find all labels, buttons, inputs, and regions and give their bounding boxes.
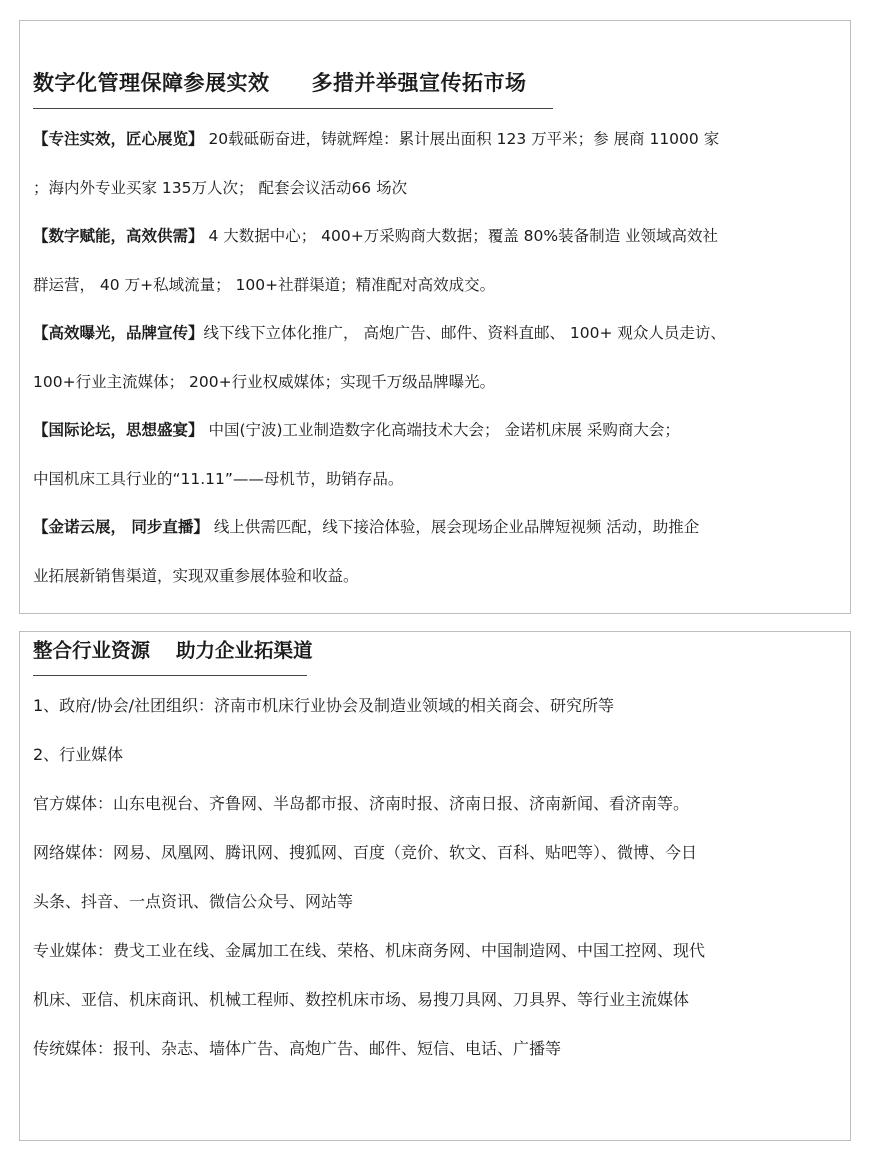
section2-title-part-a: 整合行业资源 — [33, 639, 151, 662]
list-item-online-media: 网络媒体：网易、凤凰网、腾讯网、搜狐网、百度（竞价、软文、百科、贴吧等）、微博、今日 — [33, 843, 698, 862]
section2-title — [33, 635, 313, 663]
paragraph-tag: 【金诺云展， 同步直播】 — [33, 518, 209, 536]
paragraph-tag: 【数字赋能，高效供需】 — [33, 227, 204, 245]
paragraph-international-forum — [33, 406, 838, 504]
paragraph-text-continued: ；海内外专业买家 135万人次； 配套会议活动66 场次 — [33, 179, 408, 197]
paragraph-cloud-exhibition — [33, 503, 838, 601]
paragraph-brand-exposure — [33, 309, 838, 407]
section2-title-part-b: 助力企业拓渠道 — [176, 639, 313, 662]
paragraph-text: 线上供需匹配，线下接洽体验，展会现场企业品牌短视频 活动，助推企 — [208, 518, 700, 536]
paragraph-text: 4 大数据中心； 400+万采购商大数据；覆盖 80%装备制造 业领域高效社 — [203, 227, 719, 245]
paragraph-tag: 【国际论坛，思想盛宴】 — [33, 421, 204, 439]
paragraph-tag: 【高效曝光，品牌宣传】 — [33, 324, 204, 342]
section2-title-underline — [33, 675, 307, 676]
paragraph-text: 中国(宁波)工业制造数字化高端技术大会； 金诺机床展 采购商大会； — [203, 421, 680, 439]
paragraph-text-continued: 群运营， 40 万+私域流量； 100+社群渠道；精准配对高效成交。 — [33, 276, 496, 294]
list-item-professional-media-continued: 机床、亚信、机床商讯、机械工程师、数控机床市场、易搜刀具网、刀具界、等行业主流媒体 — [33, 990, 690, 1009]
paragraph-focus-results — [33, 115, 838, 213]
paragraph-text: 线下线下立体化推广， 高炮广告、邮件、资料直邮、 100+ 观众人员走访、 — [203, 324, 726, 342]
list-item-professional-media: 专业媒体：费戈工业在线、金属加工在线、荣格、机床商务网、中国制造网、中国工控网、现代 — [33, 941, 706, 960]
paragraph-digital-empowerment — [33, 212, 838, 310]
paragraph-text-continued: 100+行业主流媒体； 200+行业权威媒体；实现千万级品牌曝光。 — [33, 373, 496, 391]
exhibition-effect-card — [19, 20, 851, 614]
paragraph-text-continued: 中国机床工具行业的“11.11”——母机节，助销存品。 — [33, 470, 404, 488]
industry-resources-card — [19, 631, 851, 1141]
list-item-official-media: 官方媒体：山东电视台、齐鲁网、半岛都市报、济南时报、济南日报、济南新闻、看济南等。 — [33, 794, 690, 813]
list-item-media-heading: 2、行业媒体 — [33, 745, 124, 764]
section1-title-underline — [33, 108, 553, 109]
paragraph-text: 20载砥砺奋进，铸就辉煌：累计展出面积 123 万平米；参 展商 11000 家 — [203, 130, 720, 148]
list-item-government: 1、政府/协会/社团组织：济南市机床行业协会及制造业领域的相关商会、研究所等 — [33, 696, 614, 715]
paragraph-text-continued: 业拓展新销售渠道，实现双重参展体验和收益。 — [33, 567, 359, 585]
paragraph-tag: 【专注实效，匠心展览】 — [33, 130, 204, 148]
section1-title — [33, 67, 527, 97]
list-item-online-media-continued: 头条、抖音、一点资讯、微信公众号、网站等 — [33, 892, 354, 911]
section1-title-part-a: 数字化管理保障参展实效 — [33, 71, 270, 95]
list-item-traditional-media: 传统媒体：报刊、杂志、墙体广告、高炮广告、邮件、短信、电话、广播等 — [33, 1039, 562, 1058]
section1-title-part-b: 多措并举强宣传拓市场 — [311, 71, 527, 95]
